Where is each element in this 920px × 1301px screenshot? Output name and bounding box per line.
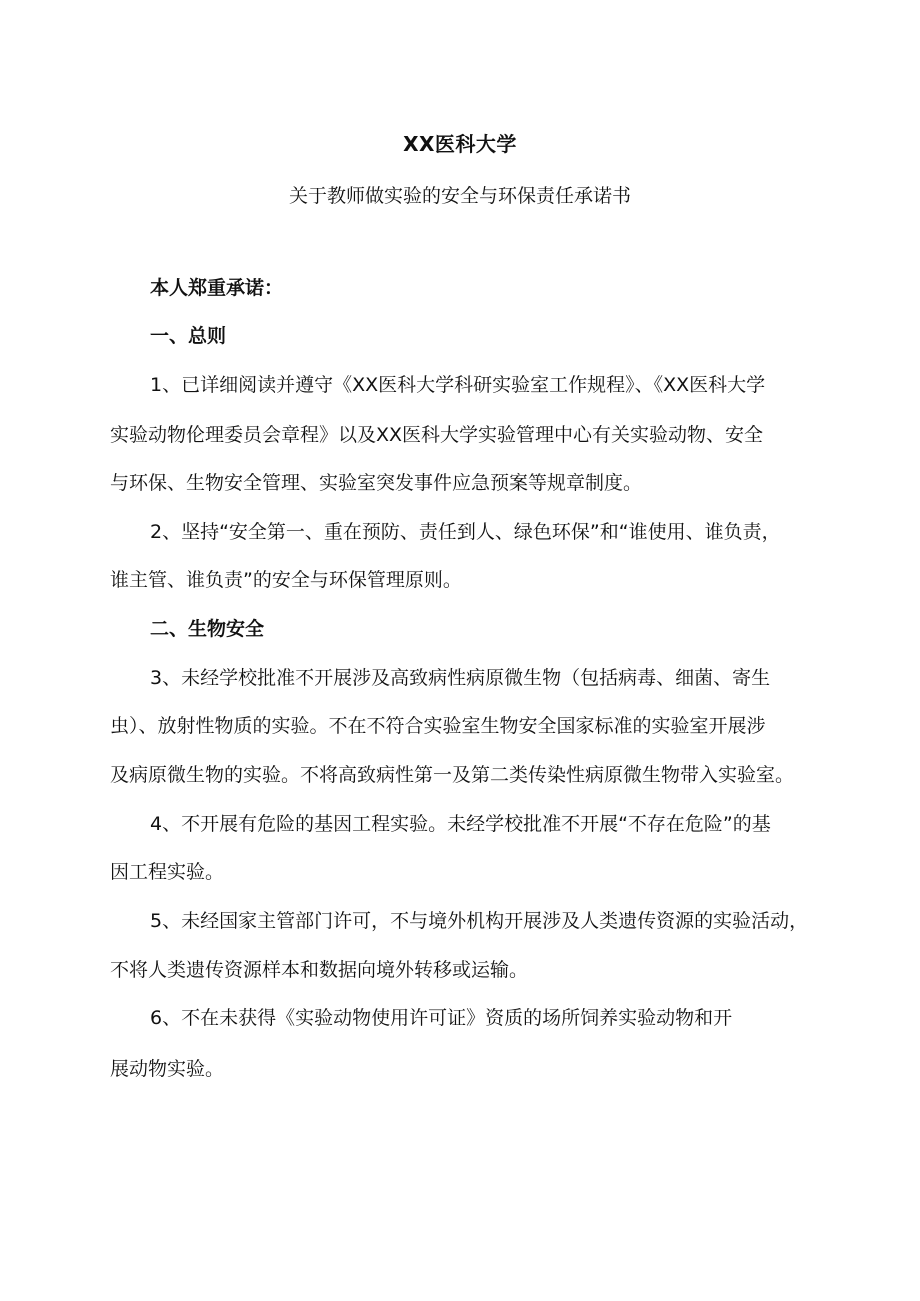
item6-line2: 展动物实验。	[110, 1058, 225, 1080]
item3-line2: 虫）、放射性物质的实验。不在不符合实验室生物安全国家标准的实验室开展涉	[110, 715, 766, 737]
item4-line2: 因工程实验。	[110, 861, 225, 883]
document-title: 关于教师做实验的安全与环保责任承诺书	[288, 185, 631, 207]
item3-line3: 及病原微生物的实验。不将高致病性第一及第二类传染性病原微生物带入实验室。	[110, 764, 795, 786]
item2-line2: 谁主管、谁负责”的安全与环保管理原则。	[110, 569, 462, 591]
section-heading-general: 一、总则	[150, 325, 227, 347]
item1-line2: 实验动物伦理委员会章程》以及XX医科大学实验管理中心有关实验动物、安全	[110, 424, 764, 446]
item3-line1: 3、未经学校批准不开展涉及高致病性病原微生物（包括病毒、细菌、寄生	[150, 667, 771, 689]
item6-line1: 6、不在未获得《实验动物使用许可证》资质的场所饲养实验动物和开	[150, 1007, 733, 1029]
section-heading-biosafety: 二、生物安全	[150, 618, 265, 640]
item4-line1: 4、不开展有危险的基因工程实验。未经学校批准不开展“不存在危险”的基	[150, 813, 771, 835]
university-title: XX医科大学	[403, 132, 517, 156]
item5-line1: 5、未经国家主管部门许可，不与境外机构开展涉及人类遗传资源的实验活动，	[150, 910, 809, 932]
intro-line: 本人郑重承诺：	[150, 277, 284, 299]
item2-line1: 2、坚持“安全第一、重在预防、责任到人、绿色环保”和“谁使用、谁负责，	[150, 521, 781, 543]
item1-line3: 与环保、生物安全管理、实验室突发事件应急预案等规章制度。	[110, 472, 643, 494]
item5-line2: 不将人类遗传资源样本和数据向境外转移或运输。	[110, 959, 529, 981]
item1-line1: 1、已详细阅读并遵守《XX医科大学科研实验室工作规程》、《XX医科大学	[150, 374, 766, 396]
